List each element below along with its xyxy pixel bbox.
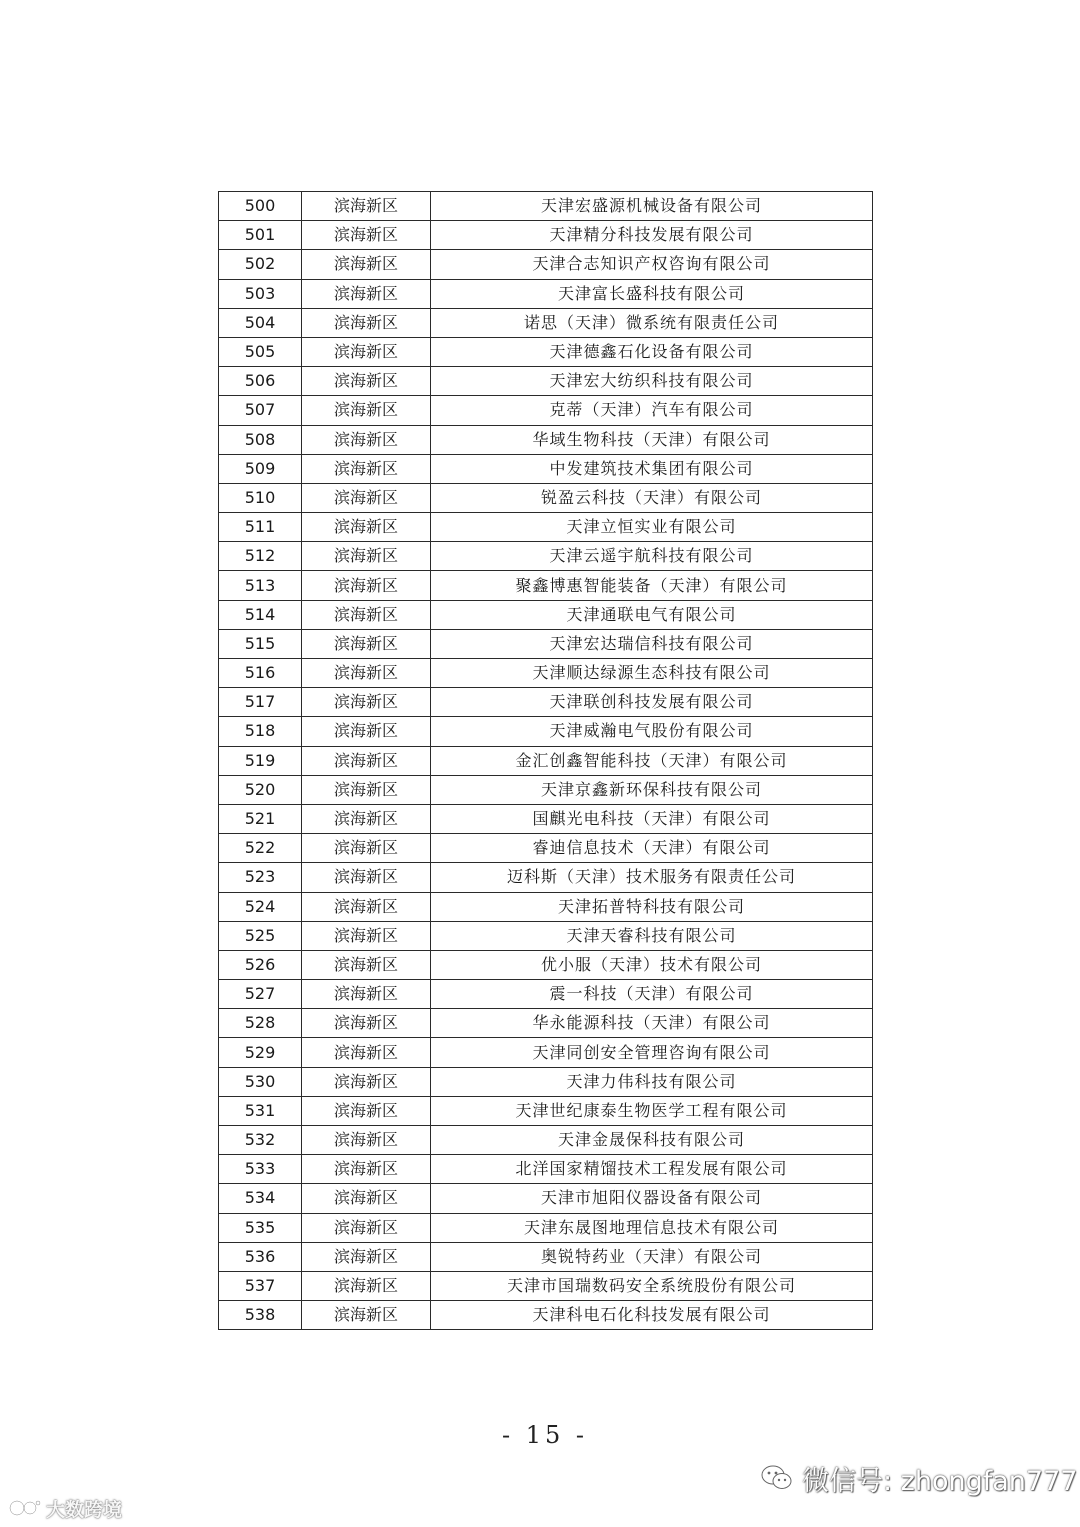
- district-cell: 滨海新区: [302, 279, 431, 308]
- table-row: [219, 1271, 873, 1300]
- company-name-cell: 天津京鑫新环保科技有限公司: [431, 775, 873, 804]
- district-cell: 滨海新区: [302, 308, 431, 337]
- company-name-cell: 华域生物科技（天津）有限公司: [431, 425, 873, 454]
- company-name-cell: 天津德鑫石化设备有限公司: [431, 337, 873, 366]
- district-cell: 滨海新区: [302, 483, 431, 512]
- wechat-icon: [760, 1463, 794, 1493]
- district-cell: 滨海新区: [302, 1184, 431, 1213]
- company-name-cell: 天津精分科技发展有限公司: [431, 221, 873, 250]
- district-cell: 滨海新区: [302, 1096, 431, 1125]
- company-name-cell: 优小服（天津）技术有限公司: [431, 950, 873, 979]
- company-name-cell: 天津通联电气有限公司: [431, 600, 873, 629]
- district-cell: 滨海新区: [302, 396, 431, 425]
- company-list-table: [218, 191, 873, 1330]
- table-row: [219, 454, 873, 483]
- district-cell: 滨海新区: [302, 1067, 431, 1096]
- table-row: [219, 980, 873, 1009]
- row-number-cell: 524: [219, 892, 302, 921]
- company-name-cell: 天津金晟保科技有限公司: [431, 1126, 873, 1155]
- row-number-cell: 531: [219, 1096, 302, 1125]
- district-cell: 滨海新区: [302, 892, 431, 921]
- row-number-cell: 535: [219, 1213, 302, 1242]
- table-row: [219, 1096, 873, 1125]
- row-number-cell: 526: [219, 950, 302, 979]
- district-cell: 滨海新区: [302, 775, 431, 804]
- table-row: [219, 1126, 873, 1155]
- company-name-cell: 奥锐特药业（天津）有限公司: [431, 1242, 873, 1271]
- table-row: [219, 629, 873, 658]
- company-name-cell: 华永能源科技（天津）有限公司: [431, 1009, 873, 1038]
- row-number-cell: 505: [219, 337, 302, 366]
- brand-logo-icon: [8, 1497, 42, 1519]
- company-list-body: [219, 192, 873, 1330]
- watermark-right: [760, 1456, 1077, 1500]
- district-cell: 滨海新区: [302, 600, 431, 629]
- district-cell: 滨海新区: [302, 629, 431, 658]
- row-number-cell: 518: [219, 717, 302, 746]
- company-name-cell: 天津拓普特科技有限公司: [431, 892, 873, 921]
- company-name-cell: 天津联创科技发展有限公司: [431, 688, 873, 717]
- row-number-cell: 530: [219, 1067, 302, 1096]
- company-name-cell: 天津科电石化科技发展有限公司: [431, 1301, 873, 1330]
- table-row: [219, 425, 873, 454]
- company-name-cell: 睿迪信息技术（天津）有限公司: [431, 834, 873, 863]
- table-row: [219, 250, 873, 279]
- row-number-cell: 522: [219, 834, 302, 863]
- row-number-cell: 538: [219, 1301, 302, 1330]
- table-row: [219, 746, 873, 775]
- company-name-cell: 天津市国瑞数码安全系统股份有限公司: [431, 1271, 873, 1300]
- company-name-cell: 天津世纪康泰生物医学工程有限公司: [431, 1096, 873, 1125]
- company-name-cell: 天津天睿科技有限公司: [431, 921, 873, 950]
- table-row: [219, 600, 873, 629]
- company-name-cell: 天津同创安全管理咨询有限公司: [431, 1038, 873, 1067]
- row-number-cell: 525: [219, 921, 302, 950]
- row-number-cell: 500: [219, 192, 302, 221]
- district-cell: 滨海新区: [302, 1301, 431, 1330]
- company-name-cell: 天津宏达瑞信科技有限公司: [431, 629, 873, 658]
- table-row: [219, 279, 873, 308]
- row-number-cell: 514: [219, 600, 302, 629]
- district-cell: 滨海新区: [302, 192, 431, 221]
- district-cell: 滨海新区: [302, 425, 431, 454]
- table-row: [219, 804, 873, 833]
- district-cell: 滨海新区: [302, 1213, 431, 1242]
- row-number-cell: 502: [219, 250, 302, 279]
- row-number-cell: 529: [219, 1038, 302, 1067]
- row-number-cell: 504: [219, 308, 302, 337]
- row-number-cell: 534: [219, 1184, 302, 1213]
- watermark-left: [8, 1494, 122, 1522]
- table-row: [219, 1038, 873, 1067]
- row-number-cell: 528: [219, 1009, 302, 1038]
- table-row: [219, 396, 873, 425]
- company-name-cell: 天津顺达绿源生态科技有限公司: [431, 659, 873, 688]
- row-number-cell: 532: [219, 1126, 302, 1155]
- district-cell: 滨海新区: [302, 688, 431, 717]
- district-cell: 滨海新区: [302, 950, 431, 979]
- table-row: [219, 921, 873, 950]
- company-name-cell: 天津市旭阳仪器设备有限公司: [431, 1184, 873, 1213]
- district-cell: 滨海新区: [302, 454, 431, 483]
- table-row: [219, 571, 873, 600]
- company-name-cell: 金汇创鑫智能科技（天津）有限公司: [431, 746, 873, 775]
- row-number-cell: 513: [219, 571, 302, 600]
- table-row: [219, 367, 873, 396]
- district-cell: 滨海新区: [302, 746, 431, 775]
- district-cell: 滨海新区: [302, 1242, 431, 1271]
- company-name-cell: 天津宏盛源机械设备有限公司: [431, 192, 873, 221]
- row-number-cell: 533: [219, 1155, 302, 1184]
- row-number-cell: 510: [219, 483, 302, 512]
- row-number-cell: 509: [219, 454, 302, 483]
- row-number-cell: 501: [219, 221, 302, 250]
- table-row: [219, 834, 873, 863]
- company-name-cell: 天津力伟科技有限公司: [431, 1067, 873, 1096]
- company-name-cell: 天津宏大纺织科技有限公司: [431, 367, 873, 396]
- district-cell: 滨海新区: [302, 513, 431, 542]
- watermark-right-text: 微信号: zhongfan777: [802, 1465, 1078, 1497]
- row-number-cell: 520: [219, 775, 302, 804]
- district-cell: 滨海新区: [302, 571, 431, 600]
- table-row: [219, 775, 873, 804]
- district-cell: 滨海新区: [302, 337, 431, 366]
- table-row: [219, 1155, 873, 1184]
- district-cell: 滨海新区: [302, 221, 431, 250]
- district-cell: 滨海新区: [302, 717, 431, 746]
- row-number-cell: 537: [219, 1271, 302, 1300]
- company-name-cell: 震一科技（天津）有限公司: [431, 980, 873, 1009]
- district-cell: 滨海新区: [302, 863, 431, 892]
- company-name-cell: 天津合志知识产权咨询有限公司: [431, 250, 873, 279]
- company-name-cell: 锐盈云科技（天津）有限公司: [431, 483, 873, 512]
- district-cell: 滨海新区: [302, 1038, 431, 1067]
- district-cell: 滨海新区: [302, 1155, 431, 1184]
- page-number: - 15 -: [501, 1421, 588, 1449]
- company-name-cell: 国麒光电科技（天津）有限公司: [431, 804, 873, 833]
- table-row: [219, 1184, 873, 1213]
- company-name-cell: 诺思（天津）微系统有限责任公司: [431, 308, 873, 337]
- table-row: [219, 1242, 873, 1271]
- district-cell: 滨海新区: [302, 1009, 431, 1038]
- district-cell: 滨海新区: [302, 542, 431, 571]
- district-cell: 滨海新区: [302, 659, 431, 688]
- table-row: [219, 1009, 873, 1038]
- table-row: [219, 1067, 873, 1096]
- row-number-cell: 511: [219, 513, 302, 542]
- table-row: [219, 950, 873, 979]
- row-number-cell: 508: [219, 425, 302, 454]
- district-cell: 滨海新区: [302, 804, 431, 833]
- table-row: [219, 483, 873, 512]
- company-name-cell: 天津威瀚电气股份有限公司: [431, 717, 873, 746]
- row-number-cell: 507: [219, 396, 302, 425]
- company-name-cell: 天津云遥宇航科技有限公司: [431, 542, 873, 571]
- district-cell: 滨海新区: [302, 980, 431, 1009]
- row-number-cell: 503: [219, 279, 302, 308]
- row-number-cell: 512: [219, 542, 302, 571]
- district-cell: 滨海新区: [302, 921, 431, 950]
- row-number-cell: 521: [219, 804, 302, 833]
- table-row: [219, 542, 873, 571]
- district-cell: 滨海新区: [302, 367, 431, 396]
- table-row: [219, 863, 873, 892]
- table-row: [219, 1301, 873, 1330]
- row-number-cell: 523: [219, 863, 302, 892]
- district-cell: 滨海新区: [302, 1126, 431, 1155]
- table-row: [219, 513, 873, 542]
- row-number-cell: 517: [219, 688, 302, 717]
- company-name-cell: 迈科斯（天津）技术服务有限责任公司: [431, 863, 873, 892]
- table-row: [219, 892, 873, 921]
- company-name-cell: 中发建筑技术集团有限公司: [431, 454, 873, 483]
- company-name-cell: 天津立恒实业有限公司: [431, 513, 873, 542]
- row-number-cell: 519: [219, 746, 302, 775]
- company-name-cell: 北洋国家精馏技术工程发展有限公司: [431, 1155, 873, 1184]
- row-number-cell: 506: [219, 367, 302, 396]
- district-cell: 滨海新区: [302, 1271, 431, 1300]
- company-name-cell: 聚鑫博惠智能装备（天津）有限公司: [431, 571, 873, 600]
- table-row: [219, 717, 873, 746]
- row-number-cell: 527: [219, 980, 302, 1009]
- table-row: [219, 659, 873, 688]
- table-row: [219, 308, 873, 337]
- company-name-cell: 克蒂（天津）汽车有限公司: [431, 396, 873, 425]
- table-row: [219, 221, 873, 250]
- row-number-cell: 516: [219, 659, 302, 688]
- watermark-left-text: 大数跨境: [46, 1498, 123, 1521]
- row-number-cell: 536: [219, 1242, 302, 1271]
- company-name-cell: 天津东晟图地理信息技术有限公司: [431, 1213, 873, 1242]
- row-number-cell: 515: [219, 629, 302, 658]
- table-row: [219, 192, 873, 221]
- table-row: [219, 337, 873, 366]
- district-cell: 滨海新区: [302, 250, 431, 279]
- company-name-cell: 天津富长盛科技有限公司: [431, 279, 873, 308]
- table-row: [219, 688, 873, 717]
- table-row: [219, 1213, 873, 1242]
- district-cell: 滨海新区: [302, 834, 431, 863]
